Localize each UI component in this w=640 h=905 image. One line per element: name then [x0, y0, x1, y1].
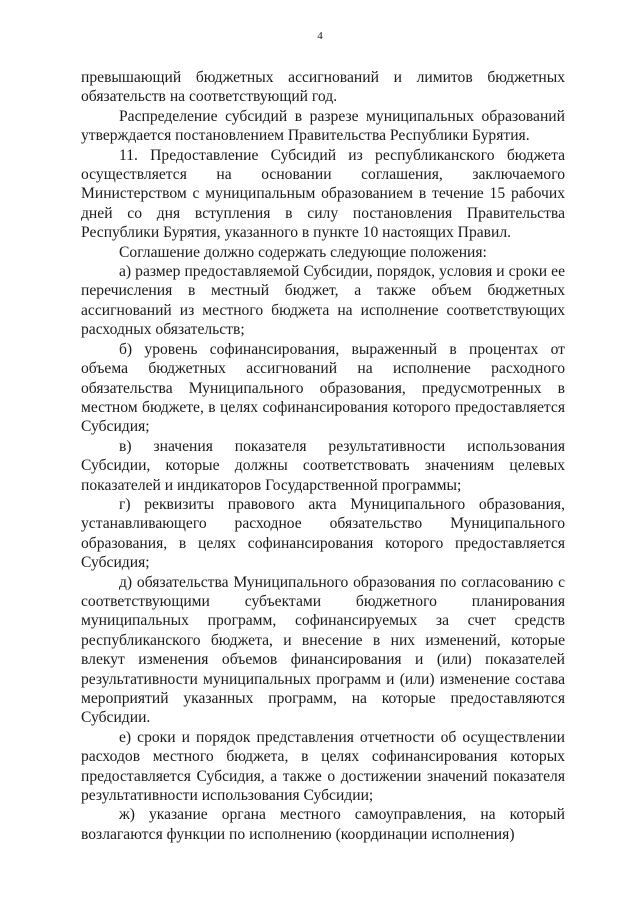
paragraph-clause-11: 11. Предоставление Субсидий из республиканского бюджета осуществляется на основании соглашения, заключаемого Министерством с муниципальным образованием в течение 15 рабочих дней со дня вступления в силу постановления Правительства Республики Бурятия, указанного в пункте 10 настоящих Правил.	[81, 146, 565, 242]
page-number: 4	[317, 30, 323, 42]
paragraph-item-v: в) значения показателя результативности использования Субсидии, которые должны соответствовать значениям целевых показателей и индикаторов Государственной программы;	[81, 437, 565, 494]
paragraph-item-zh: ж) указание органа местного самоуправления, на который возлагаются функции по исполнению (координации исполнения)	[81, 806, 565, 843]
paragraph-item-d: д) обязательства Муниципального образования по согласованию с соответствующими субъектами бюджетного планирования муниципальных программ, софинансируемых за счет средств республиканского бюджета, и внесение в них изменений, которые влекут изменения объемов финансирования и (или) показателей результативности муниципальных программ и (или) изменение состава мероприятий указанных программ, на которые предоставляются Субсидии.	[81, 573, 565, 727]
paragraph-continuation: превышающий бюджетных ассигнований и лимитов бюджетных обязательств на соответствующий год.	[81, 69, 565, 106]
paragraph-item-b: б) уровень софинансирования, выраженный в процентах от объема бюджетных ассигнований на исполнение расходного обязательства Муниципального образования, предусмотренных в местном бюджете, в целях софинансирования которого предоставляется Субсидия;	[81, 340, 565, 436]
paragraph-item-e: е) сроки и порядок представления отчетности об осуществлении расходов местного бюджета, в целях софинансирования которых предоставляется Субсидия, а также о достижении значений показателя результативности использования Субсидии;	[81, 728, 565, 805]
paragraph-item-a: а) размер предоставляемой Субсидии, порядок, условия и сроки ее перечисления в местный бюджет, а также объем бюджетных ассигнований из местного бюджета на исполнение соответствующих расходных обязательств;	[81, 263, 565, 339]
paragraph-item-g: г) реквизиты правового акта Муниципального образования, устанавливающего расходное обязательство Муниципального образования, в целях софинансирования которого предоставляется Субсидия;	[81, 495, 565, 572]
document-body	[81, 68, 565, 844]
paragraph-agreement-provisions: Соглашение должно содержать следующие положения:	[119, 243, 487, 261]
paragraph-subsidy-distribution: Распределение субсидий в разрезе муниципальных образований утверждается постановлением Правительства Республики Бурятия.	[81, 107, 565, 145]
